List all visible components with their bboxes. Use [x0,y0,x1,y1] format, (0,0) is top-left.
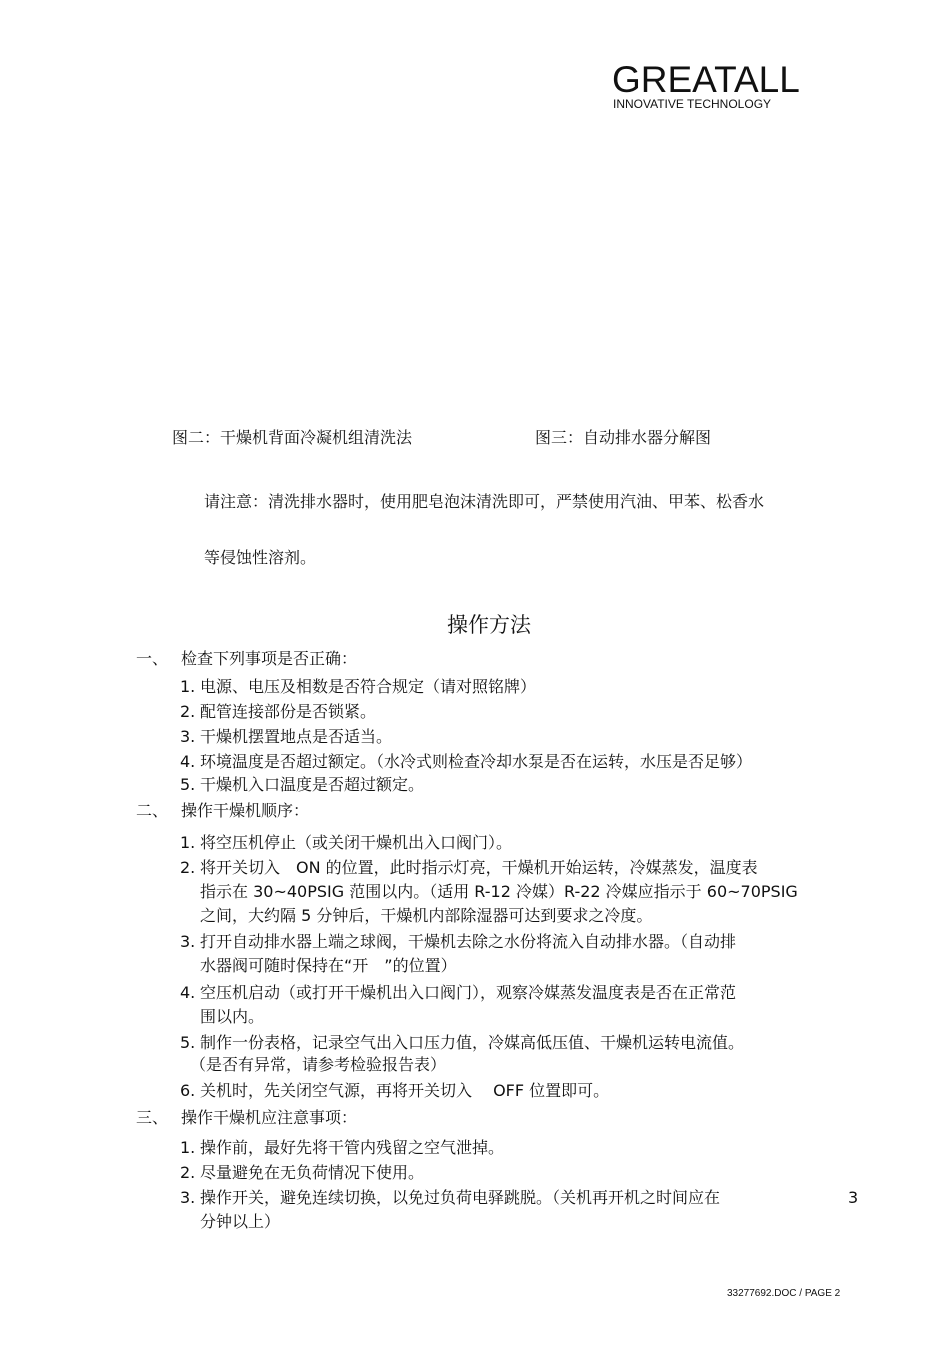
item-text: 将开关切入 ON 的位置，此时指示灯亮，干燥机开始运转，冷媒蒸发，温度表 [200,858,758,877]
list-item [180,982,736,1004]
item-number: 5. [180,775,196,794]
item-text-continued: 水器阀可随时保持在“开 ”的位置） [200,956,457,975]
section-3-title: 操作干燥机应注意事项： [181,1108,358,1127]
item-text: 操作开关，避免连续切换，以免过负荷电驿跳脱。（关机再开机之时间应在 [200,1188,721,1207]
item-number: 4. [180,752,196,771]
item-text-continued: 分钟以上） [200,1212,281,1231]
item-number: 2. [180,702,196,721]
page-title: 操作方法 [447,613,531,637]
item-text: 干燥机入口温度是否超过额定。 [200,775,425,794]
item-text: 环境温度是否超过额定。（水冷式则检查冷却水泵是否在运转，水压是否足够） [200,752,753,771]
item-text: 将空压机停止（或关闭干燥机出入口阀门）。 [200,833,513,852]
item-text: 配管连接部份是否锁紧。 [200,702,377,721]
section-1-number: 一、 [136,649,169,668]
item-number: 3. [180,1188,196,1207]
item-number: 6. [180,1081,196,1100]
item-trailing-value: 3 [848,1188,859,1207]
list-item [180,701,376,723]
item-number: 2. [180,858,196,877]
list-item [180,1187,720,1209]
cleaning-note-line-1: 请注意：清洗排水器时，使用肥皂泡沫清洗即可，严禁使用汽油、甲苯、松香水 [204,492,765,511]
item-text: 电源、电压及相数是否符合规定（请对照铭牌） [200,677,537,696]
section-2-number: 二、 [136,801,169,820]
item-number: 3. [180,727,196,746]
item-number: 4. [180,983,196,1002]
page-footer: 33277692.DOC / PAGE 2 [727,1288,841,1299]
list-item [180,1032,744,1054]
list-item [180,857,758,879]
list-item [180,832,512,854]
item-text-continued: 之间，大约隔 5 分钟后，干燥机内部除湿器可达到要求之冷度。 [200,906,653,925]
list-item [180,676,536,698]
list-item [180,931,736,953]
item-text: 干燥机摆置地点是否适当。 [200,727,393,746]
item-number: 1. [180,833,196,852]
figure-3-caption: 图三：自动排水器分解图 [535,428,712,447]
item-text-continued: 指示在 30~40PSIG 范围以内。（适用 R-12 冷媒）R-22 冷媒应指示于 60~70PSIG [200,882,798,901]
item-number: 5. [180,1033,196,1052]
item-text-continued: 围以内。 [200,1007,265,1026]
list-item [180,1162,424,1184]
item-number: 1. [180,677,196,696]
section-2-title: 操作干燥机顺序： [181,801,310,820]
item-number: 3. [180,932,196,951]
list-item [180,726,392,748]
item-number: 1. [180,1138,196,1157]
item-text: 打开自动排水器上端之球阀，干燥机去除之水份将流入自动排水器。（自动排 [200,932,737,951]
item-number: 2. [180,1163,196,1182]
company-logo-text: GREATALL [612,59,800,100]
item-text-continued: （是否有异常，请参考检验报告表） [190,1055,447,1074]
section-1-title: 检查下列事项是否正确： [181,649,358,668]
item-text: 空压机启动（或打开干燥机出入口阀门），观察冷媒蒸发温度表是否在正常范 [200,983,737,1002]
list-item [180,1080,609,1102]
company-tagline: INNOVATIVE TECHNOLOGY [613,97,772,111]
list-item [180,774,424,796]
list-item [180,751,752,773]
list-item [180,1137,504,1159]
cleaning-note-line-2: 等侵蚀性溶剂。 [204,548,317,567]
item-text: 操作前，最好先将干管内残留之空气泄掉。 [200,1138,505,1157]
section-3-number: 三、 [136,1108,169,1127]
item-text: 制作一份表格，记录空气出入口压力值，冷媒高低压值、干燥机运转电流值。 [200,1033,745,1052]
figure-2-caption: 图二：干燥机背面冷凝机组清洗法 [172,428,413,447]
item-text: 尽量避免在无负荷情况下使用。 [200,1163,425,1182]
item-text: 关机时，先关闭空气源，再将开关切入 OFF 位置即可。 [200,1081,610,1100]
